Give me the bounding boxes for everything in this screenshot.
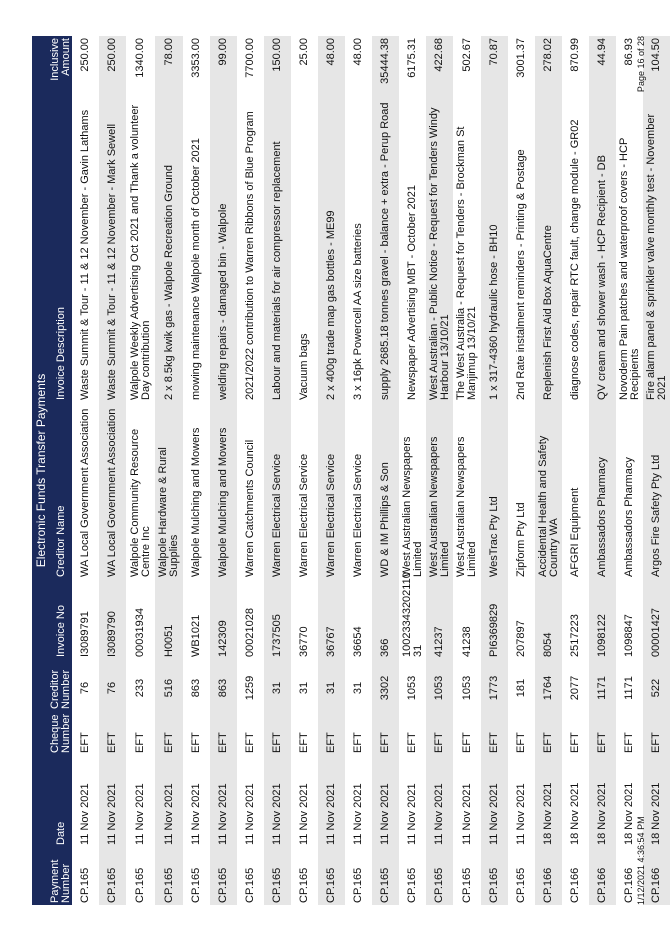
cell-invoice-description: 1 x 317-4360 hydraulic hose - BH10 [488, 224, 500, 400]
cell-creditor-number: 181 [515, 678, 527, 698]
cell-invoice-description: welding repairs - damaged bin - Walpole [217, 203, 229, 400]
cell-invoice-description: diagnose codes, repair RTC fault, change module - GR02 [569, 119, 581, 400]
table-row [183, 36, 210, 905]
cell-cheque-number: EFT [542, 732, 554, 753]
cell-cheque-number: EFT [190, 732, 202, 753]
cell-invoice-no: 41237 [433, 626, 445, 657]
cell-inclusive-amount: 78.00 [162, 38, 175, 66]
cell-date: 11 Nov 2021 [515, 783, 527, 845]
cell-creditor-name: AFGRI Equipment [569, 487, 581, 577]
cell-inclusive-amount: 104.50 [650, 38, 662, 72]
cell-invoice-no: 00001427 [650, 608, 662, 657]
cell-creditor-name: West Australian Newspapers Limited [400, 436, 424, 577]
table-row [210, 36, 237, 905]
cell-date: 18 Nov 2021 [650, 782, 662, 845]
cell-invoice-description: 3 x 16pk Powercell AA size batteries [352, 223, 364, 400]
header-date: Date [54, 821, 67, 845]
cell-inclusive-amount: 86.93 [623, 38, 635, 66]
cell-creditor-name: Argos Fire Safety Pty Ltd [650, 454, 662, 577]
cell-creditor-number: 31 [271, 681, 283, 695]
cell-date: 11 Nov 2021 [488, 783, 500, 845]
cell-date: 18 Nov 2021 [542, 782, 554, 845]
cell-creditor-number: 1764 [542, 675, 554, 701]
cell-invoice-description: West Australian - Public Notice - Request for Tenders Windy Harbour 13/10/21 [427, 107, 451, 400]
cell-inclusive-amount: 250.00 [106, 38, 118, 72]
cell-invoice-description: Novoderm Pain patches and waterproof covers - HCP Recipients [617, 137, 641, 400]
cell-date: 11 Nov 2021 [162, 783, 175, 845]
header-creditor-number: Creditor Number [49, 669, 72, 709]
cell-inclusive-amount: 6175.31 [406, 38, 418, 78]
cell-invoice-no: WB1021 [190, 614, 202, 657]
cell-creditor-number: 522 [650, 678, 662, 698]
cell-date: 11 Nov 2021 [190, 783, 202, 845]
cell-invoice-description: Vacuum bags [298, 333, 310, 400]
cell-cheque-number: EFT [379, 732, 391, 753]
cell-invoice-no: 36767 [325, 626, 337, 657]
cell-invoice-description: Labour and materials for air compressor replacement [271, 141, 283, 400]
cell-invoice-no: PI6369829 [488, 603, 500, 657]
table-header [50, 36, 72, 905]
cell-creditor-number: 1171 [596, 676, 608, 700]
table-row [643, 36, 670, 905]
header-invoice-no: Invoice No [54, 605, 67, 657]
cell-inclusive-amount: 25.00 [298, 38, 310, 66]
cell-inclusive-amount: 502.67 [460, 38, 473, 72]
cell-cheque-number: EFT [650, 732, 662, 753]
cell-payment-number: CP.166 [569, 867, 581, 903]
table-row [589, 36, 616, 905]
table-row [72, 36, 99, 905]
cell-creditor-name: Zipform Pty Ltd [515, 502, 527, 577]
cell-payment-number: CP.165 [298, 867, 310, 903]
cell-invoice-description: mowing maintenance Walpole month of October 2021 [190, 138, 202, 400]
cell-invoice-description: Walpole Weekly Advertising Oct 2021 and Thank a volunteer Day contribution [128, 104, 152, 400]
cell-creditor-name: Walpole Mulching and Mowers [190, 427, 202, 577]
cell-creditor-number: 76 [79, 681, 91, 695]
cell-inclusive-amount: 1340.00 [134, 38, 146, 78]
cell-date: 11 Nov 2021 [106, 783, 118, 845]
cell-creditor-name: West Australian Newspapers Limited [455, 436, 478, 577]
cell-cheque-number: EFT [134, 732, 146, 753]
cell-date: 11 Nov 2021 [79, 783, 91, 845]
cell-creditor-name: Walpole Community Resource Centre Inc [128, 428, 152, 577]
cell-creditor-number: 516 [162, 678, 175, 698]
cell-payment-number: CP.165 [106, 867, 118, 903]
cell-creditor-name: Ambassadors Pharmacy [623, 457, 635, 577]
cell-invoice-no: 207897 [515, 620, 527, 657]
table-row [453, 36, 481, 905]
cell-payment-number: CP.165 [406, 867, 418, 903]
cell-creditor-name: WesTrac Pty Ltd [488, 496, 500, 577]
cell-creditor-name: Warren Electrical Service [298, 453, 310, 577]
cell-payment-number: CP.165 [460, 867, 473, 903]
cell-cheque-number: EFT [244, 732, 256, 753]
table-row [237, 36, 264, 905]
cell-creditor-number: 1773 [488, 675, 500, 701]
report-title: Electronic Funds Transfer Payments [32, 36, 50, 905]
cell-invoice-description: Fire alarm panel & sprinkler valve monthly test - November 2021 [644, 113, 668, 400]
cell-cheque-number: EFT [79, 732, 91, 753]
cell-inclusive-amount: 150.00 [271, 38, 283, 72]
cell-invoice-no: 142309 [217, 620, 229, 657]
cell-invoice-description: 2nd Rate instalment reminders - Printing & Postage [515, 149, 527, 400]
cell-cheque-number: EFT [352, 732, 364, 753]
cell-invoice-no: I3089791 [79, 611, 91, 657]
cell-date: 11 Nov 2021 [352, 783, 364, 845]
cell-inclusive-amount: 278.02 [542, 38, 554, 72]
cell-payment-number: CP.165 [488, 867, 500, 903]
cell-cheque-number: EFT [596, 732, 608, 753]
header-cheque-number: Cheque Number [49, 713, 72, 753]
cell-invoice-no: 1098122 [596, 614, 608, 657]
cell-creditor-number: 1053 [406, 675, 418, 701]
cell-payment-number: CP.166 [623, 867, 635, 903]
cell-payment-number: CP.165 [515, 867, 527, 903]
cell-invoice-no: 1737505 [271, 614, 283, 657]
cell-creditor-number: 31 [298, 681, 310, 695]
cell-invoice-no: 00031934 [134, 608, 146, 657]
table-row [616, 36, 643, 905]
cell-inclusive-amount: 70.87 [488, 38, 500, 66]
table-row [399, 36, 426, 905]
cell-date: 11 Nov 2021 [460, 783, 473, 845]
cell-date: 11 Nov 2021 [134, 783, 146, 845]
cell-invoice-description: The West Australia - Request for Tenders - Brockman St Manjimup 13/10/21 [455, 126, 478, 400]
cell-invoice-no: 10023343202110 31 [400, 572, 424, 657]
cell-creditor-name: Accidental Health and Safety Country WA [536, 435, 560, 577]
cell-invoice-description: 2021/2022 contribution to Warren Ribbons of Blue Program [244, 111, 256, 400]
cell-creditor-name: Warren Electrical Service [352, 453, 364, 577]
cell-payment-number: CP.165 [134, 867, 146, 903]
cell-payment-number: CP.166 [596, 867, 608, 903]
table-row [372, 36, 399, 905]
cell-invoice-no: 1098847 [623, 614, 635, 657]
cell-inclusive-amount: 48.00 [325, 38, 337, 66]
cell-creditor-name: WA Local Government Association [79, 408, 91, 577]
cell-creditor-number: 1171 [623, 676, 635, 700]
cell-creditor-number: 233 [134, 678, 146, 698]
table-row [155, 36, 183, 905]
cell-date: 18 Nov 2021 [596, 782, 608, 845]
cell-invoice-no: 36654 [352, 626, 364, 657]
cell-inclusive-amount: 3001.37 [515, 38, 527, 78]
cell-creditor-number: 76 [106, 681, 118, 695]
cell-cheque-number: EFT [488, 732, 500, 753]
cell-cheque-number: EFT [325, 732, 337, 753]
cell-invoice-description: Waste Summit & Tour - 11 & 12 November - Mark Sewell [106, 123, 118, 400]
cell-invoice-no: 2517223 [569, 614, 581, 657]
table-row [318, 36, 345, 905]
cell-inclusive-amount: 7700.00 [244, 38, 256, 78]
cell-creditor-number: 3302 [379, 675, 391, 701]
cell-creditor-name: Walpole Hardware & Rural Supplies [157, 447, 180, 577]
table-row [508, 36, 535, 905]
header-payment-number: Payment Number [49, 859, 72, 903]
table-row [562, 36, 589, 905]
cell-invoice-description: Waste Summit & Tour - 11 & 12 November - Gavin Lathams [79, 109, 91, 400]
cell-creditor-name: Walpole Mulching and Mowers [217, 427, 229, 577]
cell-date: 11 Nov 2021 [271, 783, 283, 845]
cell-invoice-no: 00021028 [244, 608, 256, 657]
cell-creditor-number: 1259 [244, 675, 256, 701]
cell-cheque-number: EFT [569, 732, 581, 753]
cell-cheque-number: EFT [217, 732, 229, 753]
table-body [72, 36, 670, 905]
cell-date: 11 Nov 2021 [433, 783, 445, 845]
cell-cheque-number: EFT [460, 732, 473, 753]
cell-inclusive-amount: 48.00 [352, 38, 364, 66]
cell-creditor-number: 31 [325, 681, 337, 695]
cell-creditor-number: 1053 [433, 675, 445, 701]
cell-payment-number: CP.165 [325, 867, 337, 903]
cell-inclusive-amount: 99.00 [217, 38, 229, 66]
table-row [264, 36, 291, 905]
cell-cheque-number: EFT [106, 732, 118, 753]
cell-inclusive-amount: 870.99 [569, 38, 581, 72]
cell-date: 11 Nov 2021 [325, 783, 337, 845]
cell-cheque-number: EFT [298, 732, 310, 753]
cell-date: 18 Nov 2021 [569, 782, 581, 845]
table-row [426, 36, 453, 905]
cell-payment-number: CP.165 [162, 867, 175, 903]
cell-payment-number: CP.165 [190, 867, 202, 903]
cell-invoice-no: 366 [379, 638, 391, 657]
cell-creditor-number: 1053 [460, 675, 473, 701]
cell-payment-number: CP.166 [542, 867, 554, 903]
cell-payment-number: CP.165 [79, 867, 91, 903]
cell-invoice-no: 8054 [542, 632, 554, 657]
cell-cheque-number: EFT [271, 732, 283, 753]
cell-payment-number: CP.165 [271, 867, 283, 903]
cell-creditor-name: Warren Electrical Service [325, 453, 337, 577]
cell-creditor-name: Warren Electrical Service [271, 453, 283, 577]
cell-creditor-name: West Australian Newspapers Limited [427, 436, 451, 577]
cell-inclusive-amount: 422.68 [433, 38, 445, 72]
cell-cheque-number: EFT [406, 732, 418, 753]
table-row [291, 36, 318, 905]
table-row [99, 36, 126, 905]
cell-date: 11 Nov 2021 [244, 783, 256, 845]
table-row [345, 36, 372, 905]
header-inclusive-amount: Inclusive Amount [49, 38, 72, 81]
cell-creditor-number: 863 [217, 678, 229, 698]
cell-inclusive-amount: 3353.00 [190, 38, 202, 78]
cell-creditor-name: Warren Catchments Council [244, 439, 256, 577]
cell-invoice-description: 2 x 400g trade map gas bottles - ME99 [325, 210, 337, 400]
cell-invoice-description: 2 x 8.5kg kwik gas - Walpole Recreation Ground [162, 165, 175, 400]
cell-cheque-number: EFT [433, 732, 445, 753]
cell-creditor-name: WA Local Government Association [106, 408, 118, 577]
page-number: Page 16 of 28 [636, 36, 646, 93]
cell-creditor-number: 2077 [569, 675, 581, 701]
cell-cheque-number: EFT [162, 732, 175, 753]
table-row [481, 36, 508, 905]
cell-payment-number: CP.166 [650, 867, 662, 903]
print-timestamp: 1/12/2021 4:36:54 PM [636, 816, 646, 905]
header-creditor-name: Creditor Name [54, 505, 67, 577]
cell-date: 11 Nov 2021 [217, 783, 229, 845]
table-row [535, 36, 562, 905]
cell-payment-number: CP.165 [244, 867, 256, 903]
cell-date: 18 Nov 2021 [623, 782, 635, 845]
cell-date: 11 Nov 2021 [298, 783, 310, 845]
cell-date: 11 Nov 2021 [379, 783, 391, 845]
cell-invoice-no: I3089790 [106, 611, 118, 657]
cell-invoice-no: 41238 [460, 626, 473, 657]
cell-payment-number: CP.165 [352, 867, 364, 903]
cell-payment-number: CP.165 [433, 867, 445, 903]
cell-payment-number: CP.165 [379, 867, 391, 903]
cell-payment-number: CP.165 [217, 867, 229, 903]
table-row [126, 36, 155, 905]
cell-invoice-description: supply 2685.18 tonnes gravel - balance + extra - Perup Road [379, 102, 391, 400]
cell-invoice-description: Newspaper Advertising MBT - October 2021 [406, 184, 418, 400]
cell-creditor-name: Ambassadors Pharmacy [596, 457, 608, 577]
cell-creditor-number: 863 [190, 678, 202, 698]
cell-invoice-no: H0051 [162, 624, 175, 657]
cell-inclusive-amount: 35444.38 [379, 38, 391, 84]
cell-invoice-no: 36770 [298, 626, 310, 657]
cell-creditor-number: 31 [352, 681, 364, 695]
header-invoice-description: Invoice Description [54, 307, 67, 400]
cell-cheque-number: EFT [515, 732, 527, 753]
cell-invoice-description: QV cream and shower wash - HCP Recipient - DB [596, 155, 608, 400]
cell-inclusive-amount: 250.00 [79, 38, 91, 72]
cell-cheque-number: EFT [623, 732, 635, 753]
cell-invoice-description: Replenish First Aid Box AquaCentre [542, 225, 554, 400]
cell-date: 11 Nov 2021 [406, 783, 418, 845]
cell-inclusive-amount: 44.94 [596, 38, 608, 66]
cell-creditor-name: WD & IM Phillips & Son [379, 462, 391, 577]
